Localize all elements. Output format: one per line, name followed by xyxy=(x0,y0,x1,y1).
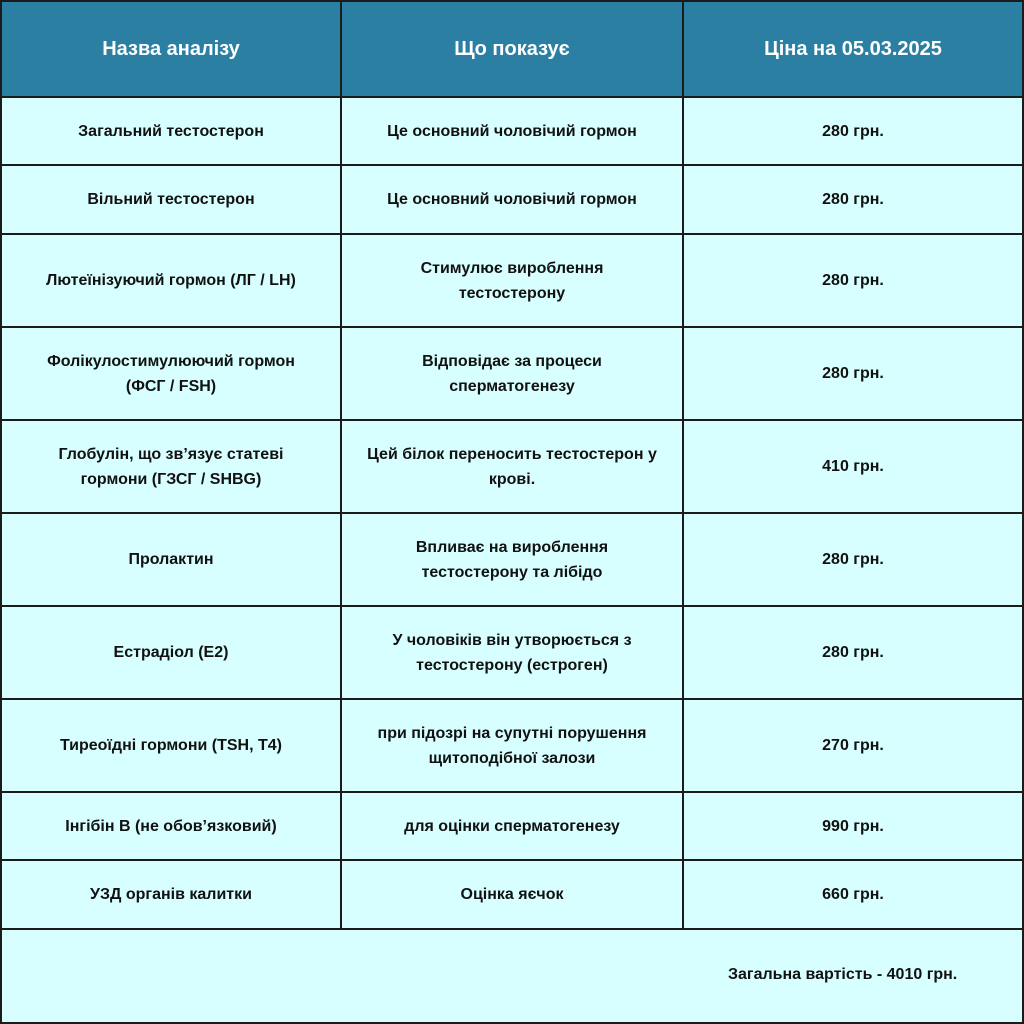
table-row xyxy=(2,514,1022,607)
total-cost: Загальна вартість - 4010 грн. xyxy=(728,966,958,983)
table-row xyxy=(2,421,1022,514)
analysis-name: Пролактин xyxy=(2,514,342,605)
analysis-name: Глобулін, що зв’язує статеві гормони (ГЗСГ / SHBG) xyxy=(2,421,342,512)
analysis-name: Тиреоїдні гормони (TSH, T4) xyxy=(2,700,342,791)
analysis-price: 270 грн. xyxy=(822,737,884,754)
table-row xyxy=(2,328,1022,421)
table-row xyxy=(2,793,1022,861)
analysis-description: Стимулює вироблення тестостерону xyxy=(342,235,684,326)
analysis-description: Відповідає за процеси сперматогенезу xyxy=(342,328,684,419)
analysis-description: для оцінки сперматогенезу xyxy=(342,793,684,859)
analysis-name: УЗД органів калитки xyxy=(2,861,342,928)
analysis-price: 280 грн. xyxy=(822,191,884,208)
analysis-description: Впливає на вироблення тестостерону та лібідо xyxy=(342,514,684,605)
analysis-price: 280 грн. xyxy=(822,551,884,568)
table-header-row xyxy=(2,2,1022,98)
analysis-price: 660 грн. xyxy=(822,886,884,903)
analysis-price: 280 грн. xyxy=(822,122,884,140)
table-row xyxy=(2,861,1022,930)
analysis-name: Вільний тестостерон xyxy=(2,166,342,233)
analysis-price: 280 грн. xyxy=(822,365,884,382)
analysis-description: Це основний чоловічий гормон xyxy=(342,166,684,233)
table-row xyxy=(2,235,1022,328)
analysis-price: 410 грн. xyxy=(822,458,884,475)
analysis-price: 280 грн. xyxy=(822,644,884,661)
table-row xyxy=(2,607,1022,700)
analysis-description: У чоловіків він утворюється з тестостерону (естроген) xyxy=(342,607,684,698)
analysis-name: Естрадіол (Е2) xyxy=(2,607,342,698)
analysis-name: Лютеїнізуючий гормон (ЛГ / LH) xyxy=(2,235,342,326)
analysis-price: 990 грн. xyxy=(822,817,884,835)
table-row xyxy=(2,700,1022,793)
header-description: Що показує xyxy=(342,2,684,96)
analysis-description: при підозрі на супутні порушення щитоподібної залози xyxy=(342,700,684,791)
analysis-name: Загальний тестостерон xyxy=(2,98,342,164)
header-price: Ціна на 05.03.2025 xyxy=(764,37,942,60)
table-footer xyxy=(2,928,1022,1022)
analysis-description: Оцінка яєчок xyxy=(342,861,684,928)
analysis-name: Інгібін В (не обов’язковий) xyxy=(2,793,342,859)
analysis-price: 280 грн. xyxy=(822,272,884,289)
analysis-name: Фолікулостимулюючий гормон (ФСГ / FSH) xyxy=(2,328,342,419)
analysis-description: Цей білок переносить тестостерон у крові. xyxy=(342,421,684,512)
table-row xyxy=(2,98,1022,166)
header-name: Назва аналізу xyxy=(2,2,342,96)
analysis-description: Це основний чоловічий гормон xyxy=(342,98,684,164)
table-row xyxy=(2,166,1022,235)
